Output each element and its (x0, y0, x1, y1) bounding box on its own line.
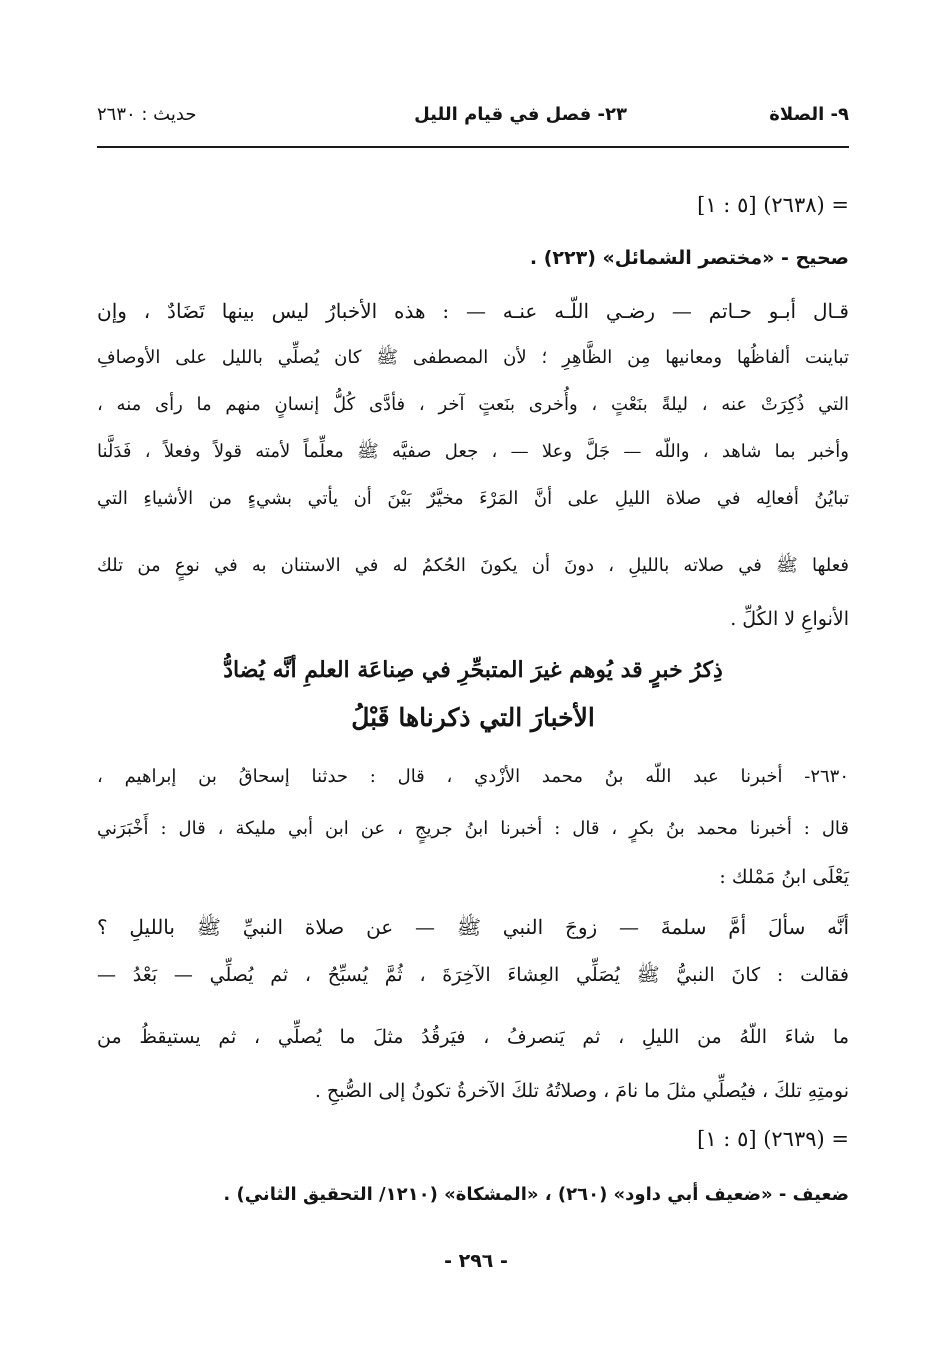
grading-line-2: ضعيف - «ضعيف أبي داود» (٢٦٠) ، «المشكاة» (١٢١٠/ التحقيق الثاني) . (223, 1184, 849, 1205)
isnad-line: قال : أخبرنا محمد بنُ بكرٍ ، قال : أخبرنا ابنُ جريجٍ ، عن ابن أبي مليكة ، قال : أَخْبَرَني (97, 818, 849, 839)
reference-line-2: = (٢٦٣٩) [٥ : ١] (697, 1127, 849, 1151)
running-header (97, 96, 849, 148)
section-title: ٢٣- فصل في قيام الليل (414, 104, 627, 125)
matn-line: ما شاءَ اللّهُ من الليلِ ، ثم يَنصرفُ ، فيَرقُدُ مثلَ ما يُصلِّي ، ثم يستيقظُ من (97, 1026, 849, 1048)
reference-line-1: = (٢٦٣٨) [٥ : ١] (697, 193, 849, 217)
isnad-line: يَعْلَى ابنُ مَمْلك : (719, 866, 849, 888)
commentary-line: فعلها ﷺ في صلاته بالليلِ ، دونَ أن يكونَ الحُكمُ له في الاستنان به في نوعٍ من تلك (97, 555, 849, 576)
commentary-line: تبايُنُ أفعالِه في صلاة الليلِ على أنَّ المَرْءَ مخيَّرٌ بَيْنَ أن يأتي بشيءٍ من الأشياءِ التي (97, 488, 849, 509)
page-number: - ٢٩٦ - (444, 1250, 508, 1272)
matn-line: فقالت : كانَ النبيُّ ﷺ يُصَلِّي العِشاءَ الآخِرَةَ ، ثُمَّ يُسبِّحُ ، ثم يُصلِّي — بَعْدُ — (97, 964, 849, 986)
commentary-line: تباينت ألفاظُها ومعانيها مِن الظَّاهِرِ ؛ لأن المصطفى ﷺ كان يُصلِّي بالليل على الأوصافِ (97, 347, 849, 368)
matn-line: نومتِهِ تلكَ ، فيُصلِّي مثلَ ما نامَ ، وصلاتُهُ تلكَ الآخرةُ تكونُ إلى الصُّبحِ . (314, 1080, 849, 1102)
chapter-title: ٩- الصلاة (769, 104, 849, 125)
commentary-line: وأخبر بما شاهد ، واللّه — جَلَّ وعلا — ، جعل صفيَّه ﷺ معلِّماً لأمته قولاً وفعلاً ، فَدَلَّنا (97, 441, 849, 462)
hadith-number-ref: حديث : ٢٦٣٠ (97, 104, 197, 125)
commentary-line: قـال أبـو حـاتم — رضـي اللّـه عنـه — : هذه الأخبارُ ليس بينها تَضَادٌ ، وإن (97, 299, 849, 323)
commentary-line: الأنواعِ لا الكُلِّ . (730, 608, 849, 630)
isnad-line: ٢٦٣٠- أخبرنا عبد اللّه بنُ محمد الأزْدي ، قال : حدثنا إسحاقُ بن إبراهيم ، (97, 766, 849, 787)
matn-line: أنَّه سألَ أمَّ سلمةَ — زوجَ النبي ﷺ — عن صلاة النبيِّ ﷺ بالليلِ ؟ (97, 915, 849, 939)
commentary-line: التي ذُكِرَتْ عنه ، ليلةً بنَعْتٍ ، وأُخرى بنَعتٍ آخر ، فأدَّى كُلُّ إنسانٍ منهم ما رأى منه ، (97, 394, 849, 415)
chapter-heading-line: الأخبارَ التي ذكرناها قَبْلُ (351, 703, 595, 732)
chapter-heading-line: ذِكرُ خبرٍ قد يُوهم غيرَ المتبحِّرِ في صِناعَة العلمِ أنَّه يُضادُّ (223, 657, 723, 683)
grading-line-1: صحيح - «مختصر الشمائل» (٢٢٣) . (529, 247, 849, 269)
